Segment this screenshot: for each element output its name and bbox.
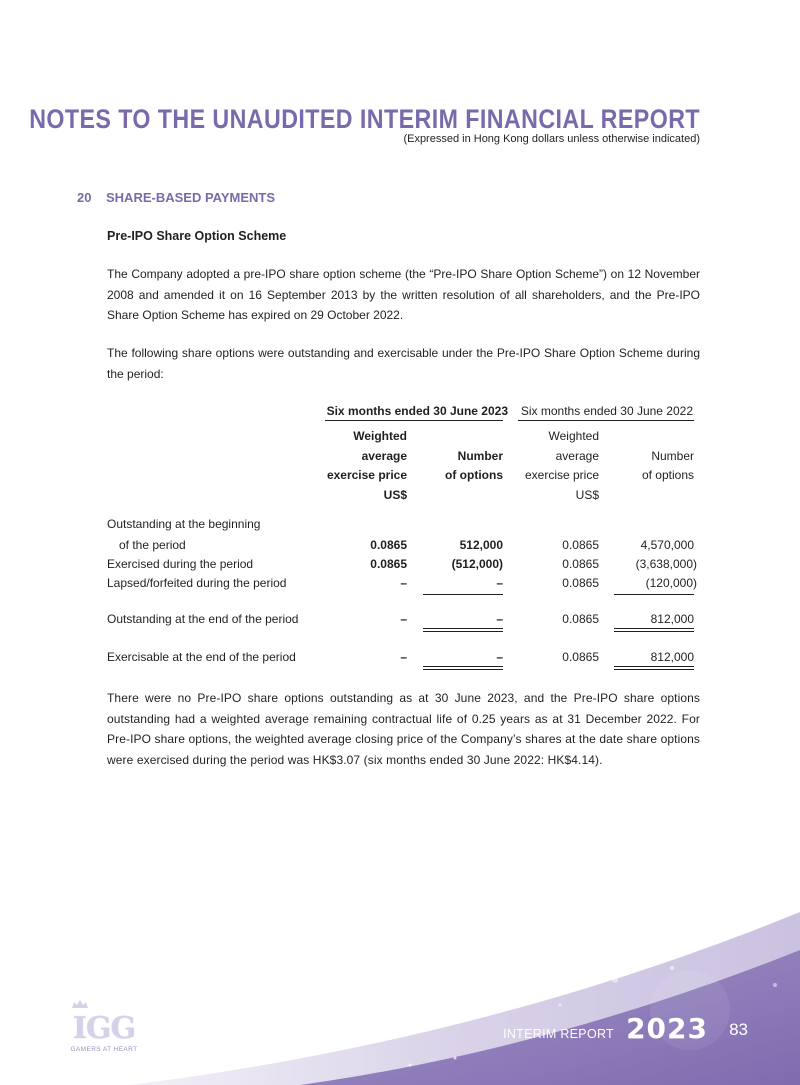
col-header-wa-2023-line3: exercise price — [326, 468, 407, 482]
section-heading — [77, 190, 275, 205]
total-rule-2023 — [423, 628, 503, 629]
cell-wa-2022: 0.0865 — [562, 650, 599, 664]
page-title: NOTES TO THE UNAUDITED INTERIM FINANCIAL REPORT — [29, 104, 700, 134]
total-rule-2023-double — [423, 669, 503, 670]
report-label: INTERIM REPORT — [503, 1027, 614, 1041]
report-year: 2023 — [626, 1012, 708, 1045]
cell-wa-2022: 0.0865 — [562, 576, 599, 590]
row-label: Exercised during the period — [107, 557, 254, 571]
col-header-wa-2023-line2: average — [361, 449, 407, 463]
period-2022-underline — [518, 420, 694, 421]
subtotal-rule-2022 — [614, 594, 694, 595]
cell-num-2022: (3,638,000) — [635, 557, 697, 571]
cell-num-2023: (512,000) — [451, 557, 503, 571]
logo-wordmark: IGG — [72, 1011, 136, 1046]
col-header-wa-2022-line2: average — [555, 449, 599, 463]
row-label: Exercisable at the end of the period — [107, 650, 296, 664]
cell-wa-2023: – — [400, 612, 407, 626]
total-rule-2022-double — [614, 631, 694, 632]
cell-num-2023: – — [496, 612, 503, 626]
scheme-subheading: Pre-IPO Share Option Scheme — [107, 229, 287, 243]
total-rule-2022-double — [614, 669, 694, 670]
section-title: SHARE-BASED PAYMENTS — [106, 190, 276, 205]
col-header-wa-2022-unit: US$ — [575, 488, 599, 502]
cell-wa-2023: 0.0865 — [370, 557, 407, 571]
cell-num-2023: – — [496, 650, 503, 664]
col-header-num-2022-line1: Number — [651, 449, 694, 463]
igg-logo — [64, 996, 144, 1053]
cell-wa-2022: 0.0865 — [562, 557, 599, 571]
cell-num-2022: 812,000 — [650, 612, 694, 626]
col-header-wa-2023-line1: Weighted — [353, 429, 407, 443]
row-label: Lapsed/forfeited during the period — [107, 576, 287, 590]
table-intro-paragraph: The following share options were outstanding and exercisable under the Pre-IPO Share Option Scheme during the period: — [107, 346, 700, 381]
period-header-2022: Six months ended 30 June 2022 — [520, 404, 693, 418]
scheme-paragraph: The Company adopted a pre-IPO share option scheme (the “Pre-IPO Share Option Scheme”) on 12 November 2008 and amended it on 16 September 2013 by the written resolution of all shareholders, and the Pre-IPO Share Option Scheme has expired on 29 October 2022. — [107, 267, 700, 322]
cell-num-2022: (120,000) — [645, 576, 697, 590]
logo-tagline: GAMERS AT HEART — [70, 1046, 138, 1053]
col-header-num-2022-line2: of options — [641, 468, 694, 482]
col-header-num-2023-line2: of options — [445, 468, 503, 482]
total-rule-2023 — [423, 666, 503, 667]
total-rule-2023-double — [423, 631, 503, 632]
row-label: Outstanding at the end of the period — [107, 612, 299, 626]
section-number: 20 — [77, 190, 92, 205]
total-rule-2022 — [614, 666, 694, 667]
page-number: 83 — [729, 1020, 748, 1039]
remarks-paragraph: There were no Pre-IPO share options outstanding as at 30 June 2023, and the Pre-IPO share options outstanding had a weighted average remaining contractual life of 0.25 years as at 31 December 2022. For Pre-IPO share options, the weighted average closing price of the Company’s shares at the date share options were exercised during the period was HK$3.07 (six months ended 30 June 2022: HK$4.14). — [107, 691, 700, 767]
period-header-2023: Six months ended 30 June 2023 — [326, 404, 508, 418]
cell-num-2022: 4,570,000 — [640, 538, 694, 552]
col-header-num-2023-line1: Number — [457, 449, 503, 463]
cell-wa-2022: 0.0865 — [562, 538, 599, 552]
col-header-wa-2022-line1: Weighted — [548, 429, 599, 443]
subtotal-rule-2023 — [423, 594, 503, 595]
row-label-continued: of the period — [119, 538, 186, 552]
cell-wa-2023: – — [400, 650, 407, 664]
cell-wa-2022: 0.0865 — [562, 612, 599, 626]
col-header-wa-2023-unit: US$ — [383, 488, 407, 502]
cell-num-2023: 512,000 — [459, 538, 503, 552]
cell-num-2023: – — [496, 576, 503, 590]
period-2023-underline — [325, 420, 503, 421]
col-header-wa-2022-line3: exercise price — [524, 468, 599, 482]
cell-wa-2023: – — [400, 576, 407, 590]
crown-icon — [64, 999, 144, 1009]
row-label: Outstanding at the beginning — [107, 517, 261, 531]
cell-wa-2023: 0.0865 — [370, 538, 407, 552]
page-subtitle: (Expressed in Hong Kong dollars unless otherwise indicated) — [403, 133, 700, 145]
cell-num-2022: 812,000 — [650, 650, 694, 664]
total-rule-2022 — [614, 628, 694, 629]
